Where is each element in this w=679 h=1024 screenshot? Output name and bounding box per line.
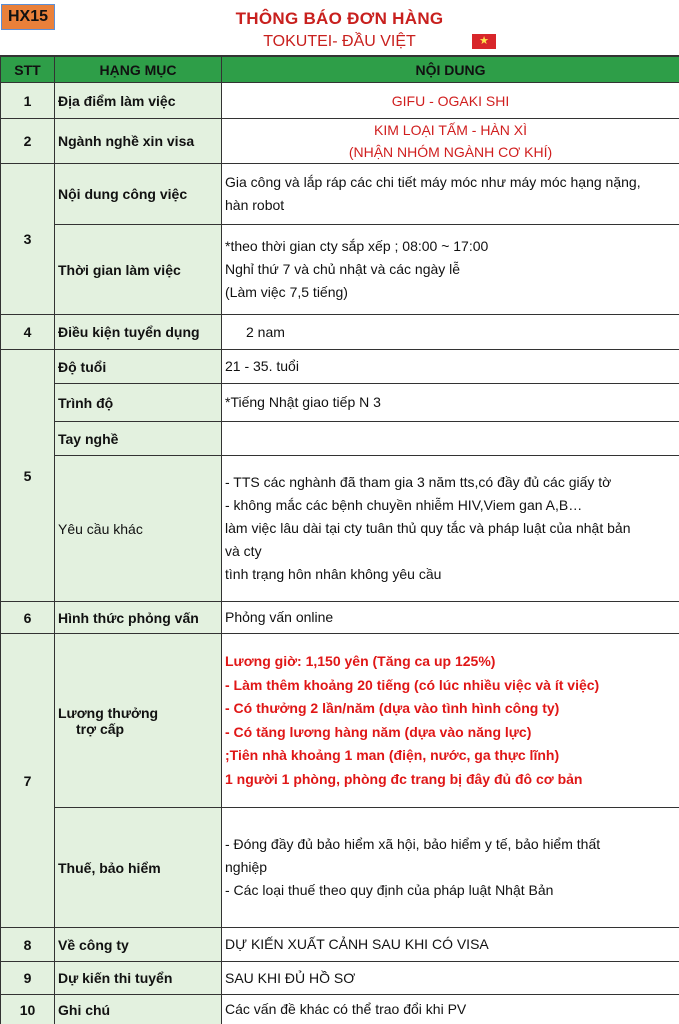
item-label-line: Lương thưởng: [58, 704, 159, 721]
item-label[interactable]: Trình độ: [55, 384, 222, 422]
table-row-8: [1, 928, 679, 962]
row-number[interactable]: 4: [1, 315, 55, 350]
item-label[interactable]: Thuế, bảo hiểm: [55, 808, 222, 928]
table-row-3-work: [1, 164, 679, 225]
item-value[interactable]: [222, 225, 679, 315]
value-line: và cty: [225, 543, 262, 559]
item-label[interactable]: Dự kiến thi tuyển: [55, 962, 222, 995]
value-line: Gia công và lắp ráp các chi tiết máy móc như máy móc hạng nặng,: [225, 174, 641, 190]
item-value[interactable]: [222, 422, 679, 456]
value-line: Nghỉ thứ 7 và chủ nhật và các ngày lễ: [225, 261, 461, 277]
value-line: tình trạng hôn nhân không yêu cầu: [225, 566, 442, 582]
item-value[interactable]: GIFU - OGAKI SHI: [222, 83, 679, 119]
item-value[interactable]: SAU KHI ĐỦ HỒ SƠ: [222, 962, 679, 995]
table-row-4: [1, 315, 679, 350]
row-number[interactable]: 5: [1, 350, 55, 602]
order-details-table: [0, 56, 679, 1024]
item-label[interactable]: Điều kiện tuyển dụng: [55, 315, 222, 350]
item-value[interactable]: 2 nam: [222, 315, 679, 350]
company-name: TOKUTEI- ĐẦU VIỆT: [263, 33, 416, 50]
item-label-line: trợ cấp: [76, 720, 125, 737]
item-value[interactable]: DỰ KIẾN XUẤT CẢNH SAU KHI CÓ VISA: [222, 928, 679, 962]
value-line: - TTS các nghành đã tham gia 3 năm tts,có đầy đủ các giấy tờ: [225, 474, 612, 490]
item-label[interactable]: Thời gian làm việc: [55, 225, 222, 315]
value-line: - Có thưởng 2 lần/năm (dựa vào tình hình công ty): [225, 700, 560, 716]
value-line: - không mắc các bệnh chuyền nhiễm HIV,Viem gan A,B…: [225, 497, 583, 513]
value-line: làm việc lâu dài tại cty tuân thủ quy tắc và pháp luật của nhật bản: [225, 520, 631, 536]
page-title: THÔNG BÁO ĐƠN HÀNG: [235, 9, 444, 28]
item-label[interactable]: Ghi chú: [55, 995, 222, 1024]
column-header-item: HẠNG MỤC: [55, 57, 222, 83]
table-header-row: [1, 57, 679, 83]
table-row-7-tax: [1, 808, 679, 928]
item-value[interactable]: 21 - 35. tuổi: [222, 350, 679, 384]
item-label[interactable]: Độ tuổi: [55, 350, 222, 384]
item-label[interactable]: Tay nghề: [55, 422, 222, 456]
table-row-3-time: [1, 225, 679, 315]
row-number[interactable]: 1: [1, 83, 55, 119]
order-code-tag[interactable]: HX15: [2, 5, 54, 29]
value-line: - Làm thêm khoảng 20 tiếng (có lúc nhiều việc và ít việc): [225, 676, 600, 693]
item-label[interactable]: Hình thức phỏng vấn: [55, 602, 222, 634]
item-label[interactable]: Ngành nghề xin visa: [55, 119, 222, 164]
column-header-stt: STT: [1, 57, 55, 83]
vietnam-flag-icon: [472, 34, 496, 49]
table-row-10: [1, 995, 679, 1024]
item-label[interactable]: Yêu cầu khác: [55, 456, 222, 602]
row-number[interactable]: 10: [1, 995, 55, 1024]
value-line: hàn robot: [225, 197, 285, 213]
sheet-header: [0, 0, 679, 56]
item-value[interactable]: [222, 808, 679, 928]
value-line: - Các loại thuế theo quy định của pháp luật Nhật Bản: [225, 882, 554, 898]
row-number[interactable]: 2: [1, 119, 55, 164]
value-line: *theo thời gian cty sắp xếp ; 08:00 ~ 17:00: [225, 238, 489, 254]
table-row-5-age: [1, 350, 679, 384]
page-subtitle: [0, 33, 679, 51]
table-row-5-level: [1, 384, 679, 422]
row-number[interactable]: 9: [1, 962, 55, 995]
value-line: 1 người 1 phòng, phòng đc trang bị đây đủ đô cơ bản: [225, 770, 583, 787]
flag-star-icon: ★: [479, 35, 489, 47]
item-value[interactable]: Các vấn đề khác có thể trao đổi khi PV: [222, 995, 679, 1024]
item-value[interactable]: [222, 164, 679, 225]
item-label[interactable]: Địa điểm làm việc: [55, 83, 222, 119]
column-header-content: NỘI DUNG: [222, 57, 679, 83]
row-number[interactable]: 7: [1, 634, 55, 928]
item-value[interactable]: [222, 456, 679, 602]
row-number[interactable]: 3: [1, 164, 55, 315]
item-value[interactable]: *Tiếng Nhật giao tiếp N 3: [222, 384, 679, 422]
value-line: Lương giờ: 1,150 yên (Tăng ca up 125%): [225, 653, 496, 669]
item-value[interactable]: [222, 634, 679, 808]
value-line: - Đóng đầy đủ bảo hiểm xã hội, bảo hiểm y tế, bảo hiểm thất: [225, 836, 601, 852]
value-line: KIM LOẠI TẤM - HÀN XÌ: [374, 122, 527, 138]
value-line: nghiệp: [225, 859, 268, 875]
table-row-7-salary: [1, 634, 679, 808]
table-row-9: [1, 962, 679, 995]
row-number[interactable]: 8: [1, 928, 55, 962]
table-row-2: [1, 119, 679, 164]
table-row-1: [1, 83, 679, 119]
item-label[interactable]: Về công ty: [55, 928, 222, 962]
table-row-6: [1, 602, 679, 634]
value-line: (Làm việc 7,5 tiếng): [225, 284, 348, 300]
value-line: - Có tăng lương hàng năm (dựa vào năng lực): [225, 723, 532, 740]
value-line: (NHẬN NHÓM NGÀNH CƠ KHÍ): [348, 144, 553, 160]
table-row-5-skill: [1, 422, 679, 456]
item-value[interactable]: [222, 119, 679, 164]
item-label[interactable]: [55, 634, 222, 808]
row-number[interactable]: 6: [1, 602, 55, 634]
table-row-5-other: [1, 456, 679, 602]
item-value[interactable]: Phỏng vấn online: [222, 602, 679, 634]
item-label[interactable]: Nội dung công việc: [55, 164, 222, 225]
value-line: ;Tiên nhà khoảng 1 man (điện, nước, ga thực lĩnh): [225, 747, 560, 763]
